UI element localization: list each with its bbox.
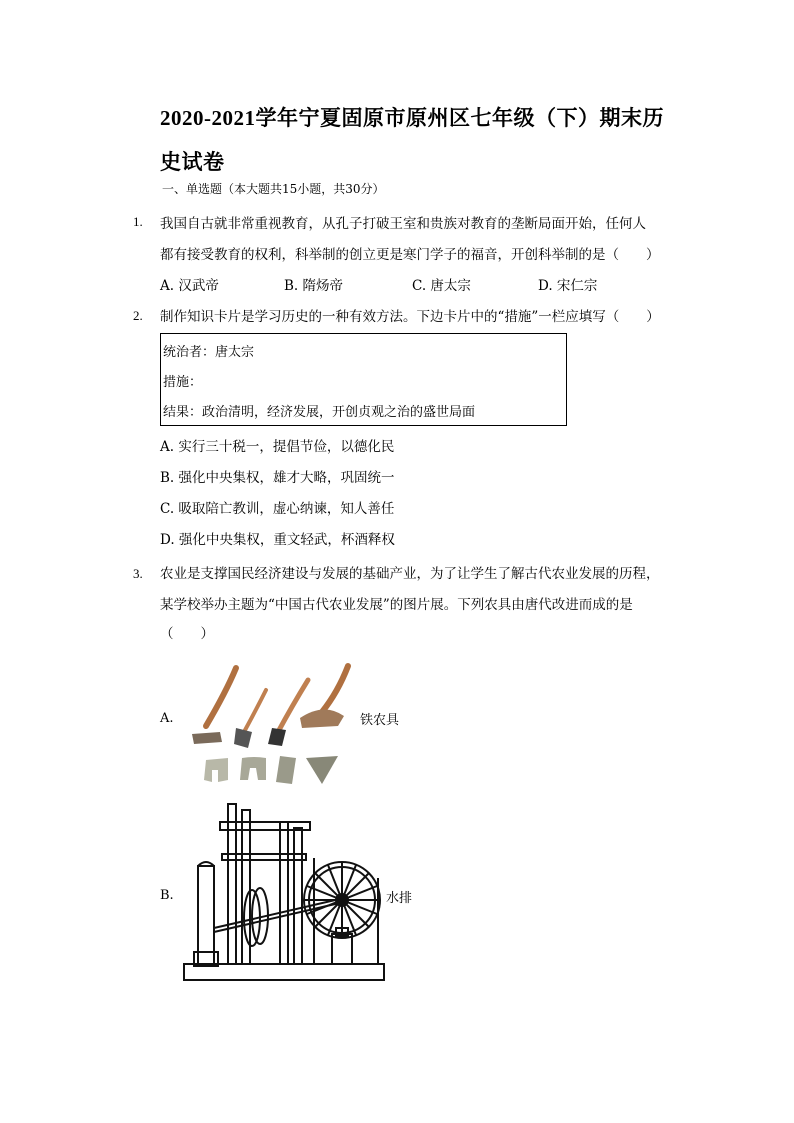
- option-d[interactable]: D. 宋仁宗: [538, 278, 598, 294]
- question-3-stem-line-3: （ ）: [160, 626, 214, 642]
- iron-tools-image: [188, 662, 358, 790]
- question-2-number: 2.: [133, 308, 143, 323]
- water-bellows-image: [182, 798, 386, 994]
- question-2-option-b[interactable]: B. 强化中央集权，雄才大略，巩固统一: [160, 470, 395, 486]
- question-1-number: 1.: [133, 214, 143, 229]
- question-2-option-a[interactable]: A. 实行三十税一，提倡节俭，以德化民: [160, 439, 395, 455]
- question-1-stem-line-2: 都有接受教育的权利，科举制的创立更是寒门学子的福音，开创科举制的是（ ）: [160, 247, 660, 263]
- question-3-option-a-letter[interactable]: A.: [160, 711, 174, 726]
- card-measures: 措施：: [163, 375, 203, 390]
- question-3-option-b-caption: 水排: [386, 891, 413, 906]
- option-a[interactable]: A. 汉武帝: [160, 278, 219, 294]
- document-title: [160, 96, 680, 184]
- question-2-option-c[interactable]: C. 吸取陪亡教训，虚心纳谏，知人善任: [160, 501, 395, 517]
- option-c[interactable]: C. 唐太宗: [412, 278, 471, 294]
- question-2-option-d[interactable]: D. 强化中央集权，重文轻武，杯酒释权: [160, 532, 395, 548]
- question-1-stem-line-1: 我国自古就非常重视教育，从孔子打破王室和贵族对教育的垄断局面开始，任何人: [160, 216, 646, 232]
- card-result: 结果：政治清明，经济发展，开创贞观之治的盛世局面: [163, 405, 476, 420]
- option-b[interactable]: B. 隋炀帝: [284, 278, 344, 294]
- question-3-option-b-letter[interactable]: B.: [160, 888, 174, 903]
- card-ruler: 统治者：唐太宗: [163, 345, 255, 360]
- section-heading: 一、单选题（本大题共15小题，共30分）: [162, 182, 385, 196]
- question-3-stem-line-1: 农业是支撑国民经济建设与发展的基础产业，为了让学生了解古代农业发展的历程，: [160, 566, 660, 582]
- question-1-options: [160, 274, 597, 294]
- question-3-number: 3.: [133, 566, 143, 581]
- question-2-stem: 制作知识卡片是学习历史的一种有效方法。下边卡片中的“措施”一栏应填写（ ）: [160, 309, 660, 325]
- question-3-stem-line-2: 某学校举办主题为“中国古代农业发展”的图片展。下列农具由唐代改进而成的是: [160, 597, 633, 613]
- title-line-2: 史试卷: [160, 150, 225, 174]
- title-line-1: 2020-2021学年宁夏固原市原州区七年级（下）期末历: [160, 106, 664, 130]
- question-3-option-a-caption: 铁农具: [360, 713, 400, 728]
- knowledge-card: [160, 333, 567, 426]
